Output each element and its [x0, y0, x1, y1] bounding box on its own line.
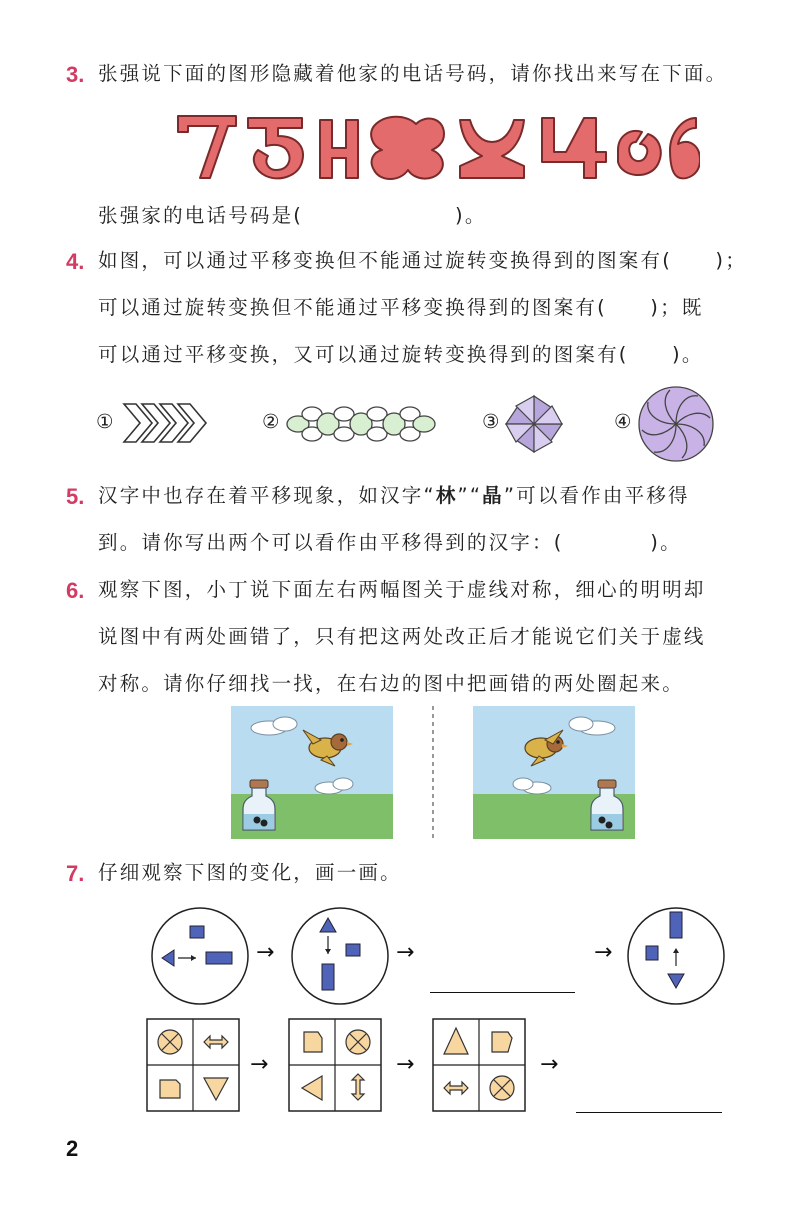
q6-line-1: 观察下图，小丁说下面左右两幅图关于虚线对称，细心的明明却	[98, 578, 706, 601]
arrow-5: →	[396, 1052, 415, 1077]
q4-line-2: 可以通过旋转变换但不能通过平移变换得到的图案有( )；既	[98, 296, 704, 319]
q6-line-3: 对称。请你仔细找一找，在右边的图中把画错的两处圈起来。	[98, 672, 684, 695]
oval-chain-figure	[286, 402, 436, 446]
q5-line-2: 到。请你写出两个可以看作由平移得到的汉字：( )。	[98, 531, 682, 554]
hidden-phone-number-figure	[170, 104, 700, 186]
arrow-2: →	[396, 940, 415, 965]
grid-step-1	[146, 1018, 240, 1112]
q7-number: 7.	[66, 861, 85, 886]
arrow-4: →	[250, 1052, 269, 1077]
q6-number: 6.	[66, 578, 85, 603]
figure-label-3: ③	[482, 410, 502, 433]
spiral-flower-figure	[636, 384, 716, 464]
glyph-2	[248, 118, 303, 178]
q5-line-1-b: ”“	[457, 484, 483, 507]
arrow-6: →	[540, 1052, 559, 1077]
circle-step-2	[290, 906, 390, 1006]
right-bird-bottle-picture	[473, 706, 635, 839]
q3-text: 张强说下面的图形隐藏着他家的电话号码，请你找出来写在下面。	[98, 62, 728, 85]
arrow-3: →	[594, 940, 613, 965]
q5-number: 5.	[66, 484, 85, 509]
circle-step-4	[626, 906, 726, 1006]
circle-step-1	[150, 906, 250, 1006]
q7-text: 仔细观察下图的变化，画一画。	[98, 861, 402, 884]
grid-step-3	[432, 1018, 526, 1112]
q5-char-lin: 林	[435, 484, 458, 507]
arrow-1: →	[256, 940, 275, 965]
glyph-3	[320, 120, 358, 178]
q5-line-1-c: ”可以看作由平移得	[503, 484, 690, 507]
q5-line-1	[98, 482, 690, 510]
q3-answer-line: 张强家的电话号码是( )。	[98, 204, 487, 227]
q4-line-1: 如图，可以通过平移变换但不能通过旋转变换得到的图案有( )；	[98, 249, 747, 272]
symmetry-axis-dashed-line	[431, 706, 435, 839]
glyph-8	[670, 118, 700, 178]
glyph-1	[178, 116, 236, 178]
figure-label-4: ④	[614, 410, 634, 433]
answer-blank-row-2[interactable]	[576, 1112, 722, 1113]
q4-number: 4.	[66, 249, 85, 274]
glyph-5	[460, 120, 524, 178]
q5-char-jing: 晶	[482, 484, 504, 507]
glyph-7	[618, 131, 661, 175]
pinwheel-figure	[504, 394, 564, 454]
q4-line-3: 可以通过平移变换，又可以通过旋转变换得到的图案有( )。	[98, 343, 704, 366]
q3-number: 3.	[66, 62, 85, 87]
answer-blank-row-1[interactable]	[430, 992, 575, 993]
glyph-4	[371, 117, 444, 179]
figure-label-1: ①	[96, 410, 116, 433]
glyph-6	[542, 118, 606, 178]
page-number: 2	[66, 1136, 79, 1161]
q6-line-2: 说图中有两处画错了，只有把这两处改正后才能说它们关于虚线	[98, 625, 706, 648]
q5-line-1-a: 汉字中也存在着平移现象，如汉字“	[98, 484, 436, 507]
left-bird-bottle-picture	[231, 706, 393, 839]
grid-step-2	[288, 1018, 382, 1112]
figure-label-2: ②	[262, 410, 282, 433]
chevron-pattern-figure	[122, 400, 214, 446]
